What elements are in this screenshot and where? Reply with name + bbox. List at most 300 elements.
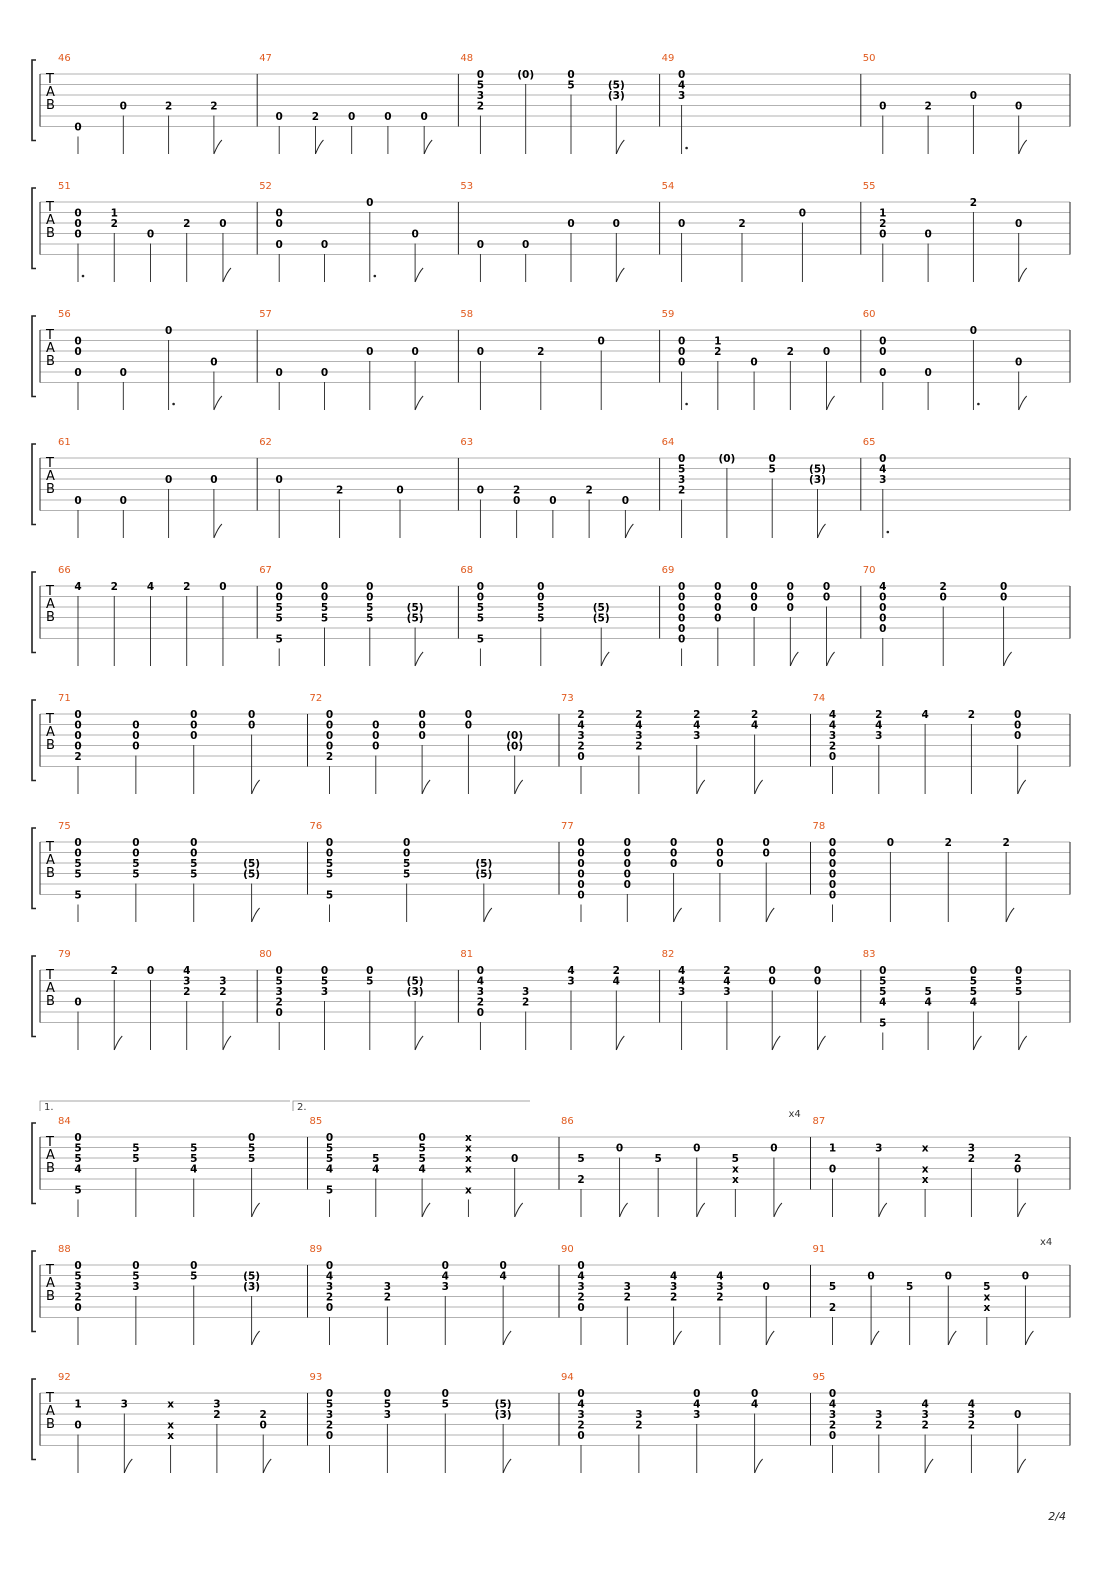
volta-bracket-2: [293, 1101, 530, 1111]
fret-number: 3: [577, 1281, 585, 1293]
note-flag: [263, 1459, 271, 1473]
fret-number: 3: [693, 1409, 701, 1421]
measure-number: 81: [460, 949, 474, 960]
fret-number: 0: [768, 975, 776, 988]
measure-number: 91: [812, 1244, 826, 1255]
fret-number: 0: [677, 335, 686, 348]
fret-number: 0: [325, 1260, 334, 1272]
fret-number: 1: [74, 1398, 82, 1411]
fret-number: 0: [1014, 1409, 1022, 1421]
fret-number: 0: [74, 730, 82, 742]
fret-number: 5: [476, 612, 485, 625]
fret-number: 2: [879, 218, 887, 230]
fret-number: 0: [411, 346, 419, 358]
fret-number: 4: [921, 709, 929, 721]
rhythm-dot: [685, 403, 688, 406]
fret-number: (5): [809, 463, 826, 476]
fret-number: 5: [275, 633, 283, 646]
fret-number: 0: [813, 975, 822, 988]
measure-number: 49: [661, 53, 675, 64]
fret-number: 0: [828, 858, 837, 870]
measure-number: 83: [862, 949, 876, 960]
fret-number: (3): [809, 474, 826, 486]
fret-number: 4: [441, 1270, 449, 1283]
fret-number: 0: [74, 367, 82, 379]
fret-number: 0: [119, 100, 127, 113]
note-flag: [252, 780, 260, 794]
fret-number: 3: [132, 1281, 140, 1293]
fret-number: 4: [635, 719, 643, 732]
fret-number: (5): [592, 602, 610, 614]
fret-number: (5): [406, 602, 424, 614]
fret-number: 0: [828, 1430, 837, 1442]
fret-number: 0: [714, 602, 722, 614]
fret-number: 5: [537, 602, 545, 614]
fret-number: x: [983, 1291, 991, 1304]
fret-number: 2: [476, 100, 485, 113]
fret-number: 2: [183, 986, 191, 998]
fret-number: 0: [828, 837, 837, 849]
fret-number: 0: [714, 581, 722, 593]
staff-bracket: [32, 1123, 36, 1204]
fret-number: 2: [210, 100, 218, 113]
fret-number: 3: [828, 730, 837, 742]
measure-number: 73: [561, 693, 574, 704]
note-flag: [827, 396, 835, 410]
tab-clef-letter: A: [46, 981, 55, 996]
fret-number: 0: [828, 1388, 837, 1400]
note-flag: [616, 140, 624, 154]
fret-number: 0: [577, 889, 585, 902]
fret-number: 0: [418, 719, 426, 732]
fret-number: 0: [325, 719, 334, 732]
fret-number: 0: [275, 367, 283, 379]
fret-number: 0: [577, 751, 585, 763]
fret-number: 0: [577, 879, 585, 891]
note-flag: [1018, 1203, 1026, 1217]
fret-number: 0: [577, 1388, 585, 1400]
fret-number: 0: [119, 367, 127, 379]
fret-number: 3: [441, 1281, 449, 1293]
fret-number: 2: [74, 1291, 82, 1304]
fret-number: 0: [762, 847, 770, 860]
volta-label-2: 2.: [297, 1102, 307, 1113]
fret-number: 0: [677, 602, 686, 614]
fret-number: 0: [623, 868, 631, 881]
fret-number: 0: [577, 837, 585, 849]
fret-number: 2: [512, 484, 521, 497]
fret-number: 0: [74, 1419, 82, 1432]
fret-number: 3: [677, 90, 686, 102]
fret-number: 3: [921, 1409, 929, 1421]
fret-number: 0: [74, 847, 82, 860]
fret-number: 2: [716, 1291, 724, 1304]
fret-number: 0: [74, 996, 82, 1009]
measure-number: 55: [862, 181, 876, 192]
fret-number: 0: [822, 346, 831, 358]
note-flag: [948, 1331, 956, 1345]
fret-number: 5: [731, 1153, 739, 1165]
measure-number: 76: [309, 821, 323, 832]
measure-number: 71: [58, 693, 71, 704]
measure-number: 92: [58, 1372, 71, 1383]
fret-number: 0: [1014, 719, 1022, 732]
fret-number: 5: [879, 975, 887, 988]
fret-number: 0: [750, 581, 758, 593]
fret-number: 5: [190, 1142, 198, 1155]
fret-number: 4: [828, 709, 837, 721]
fret-number: 0: [325, 709, 334, 721]
fret-number: 3: [875, 730, 883, 742]
fret-number: (3): [607, 90, 625, 102]
fret-number: 0: [464, 709, 473, 721]
fret-number: 4: [577, 719, 585, 732]
fret-number: 5: [325, 858, 334, 870]
note-flag: [879, 1203, 887, 1217]
fret-number: x: [167, 1419, 174, 1432]
note-flag: [827, 652, 835, 666]
fret-number: 0: [924, 367, 932, 379]
note-flag: [515, 780, 523, 794]
fret-number: 0: [219, 218, 227, 230]
measure-number: 66: [58, 565, 71, 576]
fret-number: 2: [275, 996, 283, 1009]
fret-number: 0: [828, 879, 837, 891]
fret-number: 0: [867, 1270, 875, 1283]
note-flag: [674, 1331, 682, 1345]
fret-number: 0: [969, 325, 978, 337]
fret-number: (5): [494, 1398, 512, 1411]
fret-number: (3): [494, 1409, 512, 1421]
measure-number: 82: [661, 949, 675, 960]
fret-number: 5: [924, 986, 932, 998]
fret-number: x: [731, 1174, 739, 1186]
fret-number: 0: [879, 623, 887, 635]
fret-number: (0): [517, 69, 535, 81]
fret-number: 0: [74, 218, 82, 230]
note-flag: [871, 1331, 879, 1345]
fret-number: 0: [320, 581, 329, 593]
fret-number: 0: [879, 591, 887, 604]
fret-number: 5: [372, 1153, 380, 1165]
fret-number: 0: [999, 591, 1008, 604]
staff-bracket: [32, 700, 36, 781]
fret-number: 3: [476, 90, 485, 102]
fret-number: 0: [275, 591, 283, 604]
fret-number: 0: [275, 218, 283, 230]
fret-number: 0: [74, 1260, 82, 1272]
fret-number: 5: [567, 79, 575, 92]
tab-clef-letter: A: [46, 725, 55, 740]
volta-bracket-1: [40, 1101, 290, 1111]
fret-number: 0: [366, 197, 374, 209]
measure-number: 84: [58, 1116, 71, 1127]
fret-number: 0: [132, 730, 140, 742]
fret-number: 0: [325, 730, 334, 742]
fret-number: 0: [275, 111, 283, 123]
fret-number: 4: [969, 996, 978, 1009]
fret-number: 2: [325, 1419, 334, 1432]
fret-number: 0: [677, 356, 686, 369]
fret-number: 5: [74, 868, 82, 881]
note-flag: [772, 1036, 780, 1050]
fret-number: (5): [475, 868, 493, 881]
fret-number: (0): [718, 453, 736, 465]
fret-number: 0: [146, 228, 155, 241]
fret-number: 4: [693, 719, 701, 732]
fret-number: 0: [366, 965, 374, 977]
fret-number: 5: [476, 79, 485, 92]
measure-number: 65: [862, 437, 876, 448]
fret-number: 5: [969, 975, 978, 988]
fret-number: 0: [74, 740, 82, 753]
fret-number: 3: [213, 1398, 221, 1411]
staff-bracket: [32, 828, 36, 909]
fret-number: 0: [879, 965, 887, 977]
fret-number: 0: [418, 709, 426, 721]
fret-number: 5: [320, 602, 329, 614]
fret-number: 0: [549, 495, 557, 507]
fret-number: 5: [74, 889, 82, 902]
measure-number: 46: [58, 53, 71, 64]
fret-number: 0: [190, 719, 198, 732]
fret-number: 0: [677, 623, 686, 635]
measure-number: 52: [259, 181, 272, 192]
fret-number: 2: [577, 709, 585, 721]
tab-clef-letter: B: [46, 866, 55, 881]
fret-number: 4: [677, 965, 686, 977]
fret-number: 2: [635, 709, 643, 721]
fret-number: (5): [406, 975, 424, 988]
fret-number: 0: [828, 751, 837, 763]
fret-number: 3: [635, 730, 643, 742]
fret-number: 5: [403, 868, 411, 881]
fret-number: 5: [325, 1184, 334, 1197]
rhythm-dot: [887, 531, 890, 534]
fret-number: 0: [190, 847, 198, 860]
fret-number: 2: [476, 996, 485, 1009]
fret-number: 5: [906, 1281, 914, 1293]
measure-number: 75: [58, 821, 71, 832]
rhythm-dot: [172, 403, 175, 406]
fret-number: 2: [723, 965, 731, 977]
fret-number: 0: [537, 591, 545, 604]
fret-number: 0: [677, 218, 686, 230]
fret-number: 3: [476, 986, 485, 998]
fret-number: 5: [366, 612, 374, 625]
fret-number: 2: [110, 218, 118, 230]
fret-number: 2: [750, 709, 759, 721]
fret-number: 0: [770, 1142, 778, 1155]
fret-number: 0: [621, 495, 630, 507]
measure-number: 89: [309, 1244, 323, 1255]
fret-number: 3: [635, 1409, 643, 1421]
fret-number: 0: [476, 591, 485, 604]
fret-number: 5: [190, 868, 198, 881]
note-flag: [1019, 1036, 1027, 1050]
note-flag: [214, 396, 222, 410]
fret-number: x: [921, 1142, 929, 1155]
tab-clef-letter: A: [46, 1404, 55, 1419]
fret-number: 5: [275, 612, 283, 625]
fret-number: 4: [567, 965, 575, 977]
rhythm-dot: [977, 403, 980, 406]
note-flag: [214, 140, 222, 154]
fret-number: 0: [669, 837, 678, 849]
measure-number: 70: [862, 565, 876, 576]
fret-number: 0: [132, 837, 140, 849]
fret-number: 0: [219, 581, 227, 593]
measure-number: 64: [661, 437, 675, 448]
fret-number: 3: [875, 1142, 883, 1155]
fret-number: 4: [74, 581, 82, 593]
fret-number: 5: [74, 1153, 82, 1165]
fret-number: 4: [879, 463, 887, 476]
note-flag: [818, 524, 826, 538]
fret-number: 0: [247, 1132, 256, 1144]
fret-number: 0: [577, 868, 585, 881]
fret-number: 2: [875, 709, 883, 721]
fret-number: 1: [110, 207, 118, 220]
fret-number: 0: [677, 69, 686, 81]
fret-number: 0: [879, 228, 887, 241]
fret-number: 5: [320, 612, 329, 625]
fret-number: 0: [1014, 730, 1022, 742]
fret-number: 0: [768, 965, 776, 977]
fret-number: 0: [476, 1007, 485, 1019]
fret-number: 4: [372, 1163, 380, 1176]
fret-number: 0: [1021, 1270, 1030, 1283]
note-flag: [1019, 140, 1027, 154]
fret-number: 2: [325, 751, 334, 763]
fret-number: 5: [275, 602, 283, 614]
fret-number: x: [465, 1142, 472, 1155]
fret-number: 3: [320, 986, 329, 998]
fret-number: 3: [74, 1281, 82, 1293]
fret-number: 3: [383, 1409, 392, 1421]
tab-clef-letter: T: [46, 1135, 54, 1150]
fret-number: 0: [512, 495, 521, 507]
fret-number: 0: [677, 581, 686, 593]
fret-number: 5: [879, 1017, 887, 1030]
note-flag: [503, 1459, 511, 1473]
fret-number: 4: [325, 1163, 334, 1176]
fret-number: 0: [798, 207, 807, 220]
fret-number: 0: [577, 858, 585, 870]
fret-number: 2: [577, 1419, 585, 1432]
fret-number: 2: [219, 986, 227, 998]
tab-clef-letter: T: [46, 968, 54, 983]
tab-clef-letter: A: [46, 597, 55, 612]
page-number: 2/4: [1048, 1510, 1066, 1523]
note-flag: [697, 780, 705, 794]
fret-number: 0: [537, 581, 545, 593]
staff-bracket: [32, 956, 36, 1037]
fret-number: 2: [939, 581, 947, 593]
fret-number: 0: [74, 837, 82, 849]
fret-number: 2: [693, 709, 701, 721]
fret-number: 0: [768, 453, 776, 465]
note-flag: [415, 268, 423, 282]
tab-clef-letter: B: [46, 738, 55, 753]
note-flag: [1019, 268, 1027, 282]
tab-clef-letter: A: [46, 469, 55, 484]
fret-number: x: [465, 1132, 472, 1144]
fret-number: 2: [1014, 1153, 1022, 1165]
fret-number: 0: [677, 612, 686, 625]
measure-number: 95: [812, 1372, 826, 1383]
fret-number: 4: [750, 1398, 759, 1411]
note-flag: [1018, 1459, 1026, 1473]
fret-number: 0: [786, 602, 794, 614]
fret-number: 0: [132, 740, 140, 753]
measure-number: 74: [812, 693, 826, 704]
fret-number: 0: [275, 581, 283, 593]
measure-number: 94: [561, 1372, 574, 1383]
fret-number: 3: [325, 1409, 334, 1421]
fret-number: 0: [762, 837, 770, 849]
measure-number: 63: [460, 437, 474, 448]
measure-number: 47: [259, 53, 272, 64]
fret-number: 2: [74, 751, 82, 763]
fret-number: 5: [132, 1142, 140, 1155]
fret-number: 2: [577, 1174, 585, 1186]
staff-bracket: [32, 60, 36, 141]
note-flag: [616, 1036, 624, 1050]
fret-number: 0: [476, 346, 485, 358]
fret-number: 2: [635, 740, 643, 753]
fret-number: (5): [243, 858, 261, 870]
tab-clef-letter: B: [46, 1289, 55, 1304]
repeat-count: x4: [1040, 1237, 1053, 1248]
fret-number: 5: [74, 1184, 82, 1197]
fret-number: 0: [476, 581, 485, 593]
fret-number: 2: [944, 837, 952, 849]
measure-number: 67: [259, 565, 272, 576]
fret-number: 0: [623, 879, 631, 891]
fret-number: 0: [879, 367, 887, 379]
fret-number: 0: [325, 1132, 334, 1144]
fret-number: 5: [418, 1153, 426, 1165]
fret-number: 0: [612, 218, 620, 230]
fret-number: 0: [476, 69, 485, 81]
fret-number: 2: [875, 1419, 883, 1432]
fret-number: 4: [924, 996, 932, 1009]
fret-number: 4: [723, 975, 731, 988]
fret-number: 5: [325, 868, 334, 881]
tab-clef-letter: T: [46, 456, 54, 471]
fret-number: 3: [623, 1281, 631, 1293]
fret-number: 0: [597, 335, 605, 348]
fret-number: 0: [762, 1281, 770, 1293]
fret-number: 3: [677, 474, 686, 486]
fret-number: x: [921, 1174, 929, 1186]
fret-number: 0: [476, 239, 485, 251]
fret-number: (0): [506, 740, 524, 753]
fret-number: 2: [623, 1291, 631, 1304]
measure-number: 61: [58, 437, 71, 448]
fret-number: 5: [366, 602, 374, 614]
fret-number: 4: [577, 1270, 585, 1283]
fret-number: 0: [210, 356, 218, 369]
note-flag: [755, 1459, 763, 1473]
fret-number: 3: [693, 730, 701, 742]
rhythm-dot: [82, 275, 85, 278]
fret-number: 0: [615, 1142, 624, 1155]
fret-number: 0: [716, 858, 724, 870]
fret-number: 0: [320, 367, 329, 379]
fret-number: 0: [716, 837, 724, 849]
